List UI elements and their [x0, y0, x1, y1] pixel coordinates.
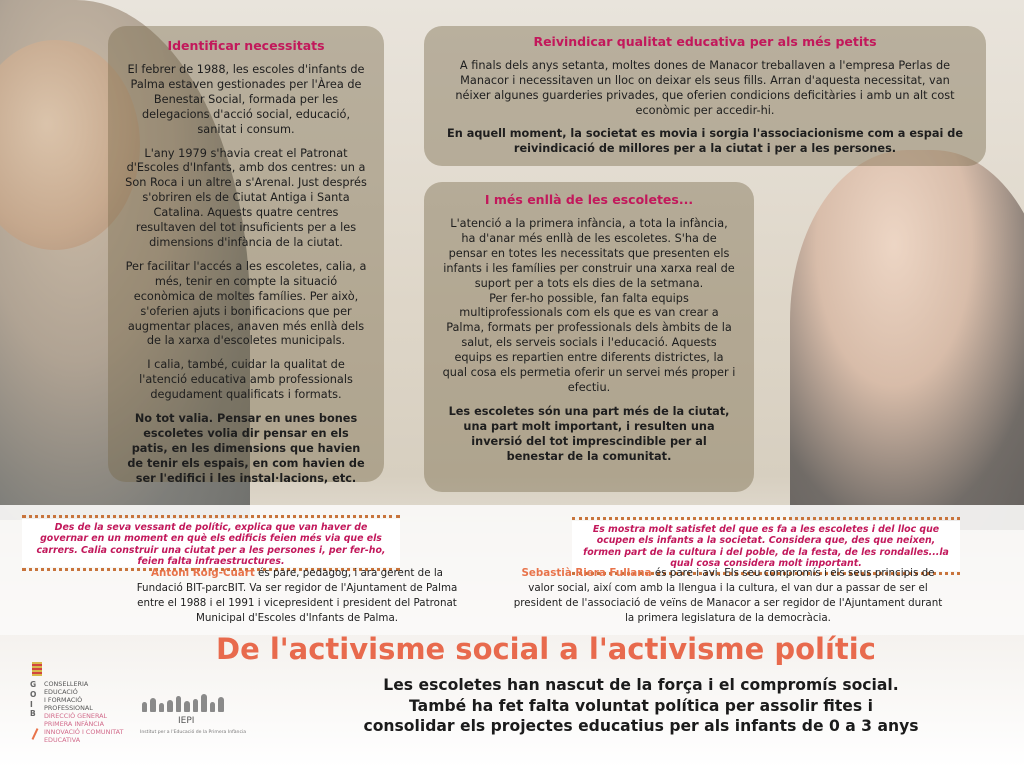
panel-title: Reivindicar qualitat educativa per als més petits [533, 34, 877, 49]
govib-text: CONSELLERIA EDUCACIÓ I FORMACIÓ PROFESSIONAL DIRECCIÓ GENERAL PRIMERA INFÀNCIA INNOVACIÓ I COMUNITAT EDUCATIVA [44, 680, 124, 744]
bio-text: és pare i avi. Els seu compromís i els seus principis de valor social, així com amb la llengua i la cultura, el van dur a passar de ser el president de l'associació de veïns de Manacor a ser regidor de l'Ajuntament durant la primera legislatura de la democràcia. [513, 567, 943, 624]
panel-closing: En aquell moment, la societat es movia i sorgia l'associacionisme com a espai de reivindicació de millores per a la ciutat i per a les persones. [447, 126, 963, 155]
bio-left [128, 566, 466, 626]
panel-paragraph: El febrer de 1988, les escoles d'infants de Palma estaven gestionades per l'Àrea de Benestar Social, formada per les delegacions d'acció social, educació, sanitat i consum. [127, 63, 365, 136]
panel-paragraph: A finals dels anys setanta, moltes dones de Manacor treballaven a l'empresa Perlas de Manacor i necessitaven un lloc on deixar els seus fills. Arran d'aquesta necessitat, van néixer algunes guarderies privades, que oferien condicions deficitàries i amb un alt cost econòmic per accedir-hi. [455, 59, 955, 117]
main-title: De l'activisme social a l'activisme polític [216, 632, 876, 666]
quote-right: Es mostra molt satisfet del que es fa a les escoletes i del lloc que ocupen els infants a la societat. Considera que, des que neixen, formen part de la cultura i del poble, de la festa, de les rondalles...la qual cosa considera molt important. [572, 521, 960, 571]
govib-logo [30, 662, 140, 762]
panel-paragraph: Per fer-ho possible, fan falta equips multiprofessionals com els que es van crear a Palma, formats per professionals dels àmbits de la salut, els serveis socials i l'educació. Aquests equips es repartien entre diferents districtes, la qual cosa els permetia oferir un servei més proper i efectiu. [442, 291, 736, 394]
bio-right [512, 566, 944, 626]
panel-closing: No tot valia. Pensar en unes bones escoletes volia dir pensar en els patis, en les dimensions que havien de tenir els espais, en com havien de ser l'edifici i les instal·lacions, etc. [127, 412, 365, 485]
iepi-logo [140, 692, 250, 752]
bio-text: és pare, pedagog, i ara gerent de la Fundació BIT-parcBIT. Va ser regidor de l'Ajuntament de Palma entre el 1988 i el 1991 i vicepresident i president del Patronat Municipal d'Escoles d'Infants de Palma. [136, 567, 458, 624]
children-figures-icon [142, 692, 242, 712]
subtitle-line: També ha fet falta voluntat política per assolir fites i [409, 696, 873, 715]
subtitle [316, 675, 966, 737]
quote-left: Des de la seva vessant de polític, explica que van haver de governar en un moment en què els edificis feien més via que els carrers. Calia construir una ciutat per a les persones i, per fer-ho, feien falta infraestructures. [22, 519, 400, 567]
panel-closing: Les escoletes són una part més de la ciutat, una part molt important, i resulten una inversió del tot imprescindible per al benestar de la comunitat. [448, 404, 730, 463]
panel-paragraph: L'atenció a la primera infància, a tota la infància, ha d'anar més enllà de les escoletes. S'ha de pensar en totes les necessitats que presenten els infants i les famílies per construir una xarxa real de suport per a tots els dies de la setmana. [443, 217, 735, 290]
bio-name: Antoni Roig-Cuart [150, 567, 255, 579]
panel-paragraph: L'any 1979 s'havia creat el Patronat d'Escoles d'Infants, amb dos centres: un a Son Roca i un altre a s'Arenal. Just després s'obriren els de Ciutat Antiga i Santa Catalina. Aquests quatre centres resultaven del tot insuficients per a les dimensions d'infància de la ciutat. [125, 146, 367, 249]
iepi-description: Institut per a l'Educació de la Primera Infància [140, 730, 247, 735]
panel-paragraph: I calia, també, cuidar la qualitat de l'atenció educativa amb professionals degudament qualificats i formats. [139, 358, 353, 402]
govib-letters: G O I B [30, 680, 37, 719]
panel-identificar-necessitats [108, 26, 384, 485]
bio-name: Sebastià Riera Fullana [521, 567, 652, 579]
slash-icon [32, 728, 39, 740]
panel-title: I més enllà de les escoletes... [484, 192, 694, 207]
balearic-flag-icon [32, 662, 42, 676]
panel-mes-enlla [424, 182, 754, 492]
iepi-name: IEPI [178, 716, 195, 726]
panel-paragraph: Per facilitar l'accés a les escoletes, calia, a més, tenir en compte la situació econòmica de moltes famílies. Per això, s'oferien ajuts i bonificacions que per augmentar places, anaven més enllà dels de la xarxa d'escoletes municipals. [125, 259, 367, 348]
background-person-right [790, 150, 1024, 530]
subtitle-line: Les escoletes han nascut de la força i el compromís social. [383, 676, 899, 694]
panel-reivindicar-qualitat [424, 26, 986, 166]
panel-title: Identificar necessitats [167, 38, 325, 53]
subtitle-line: consolidar els projectes educatius per als infants de 0 a 3 anys [363, 717, 919, 736]
